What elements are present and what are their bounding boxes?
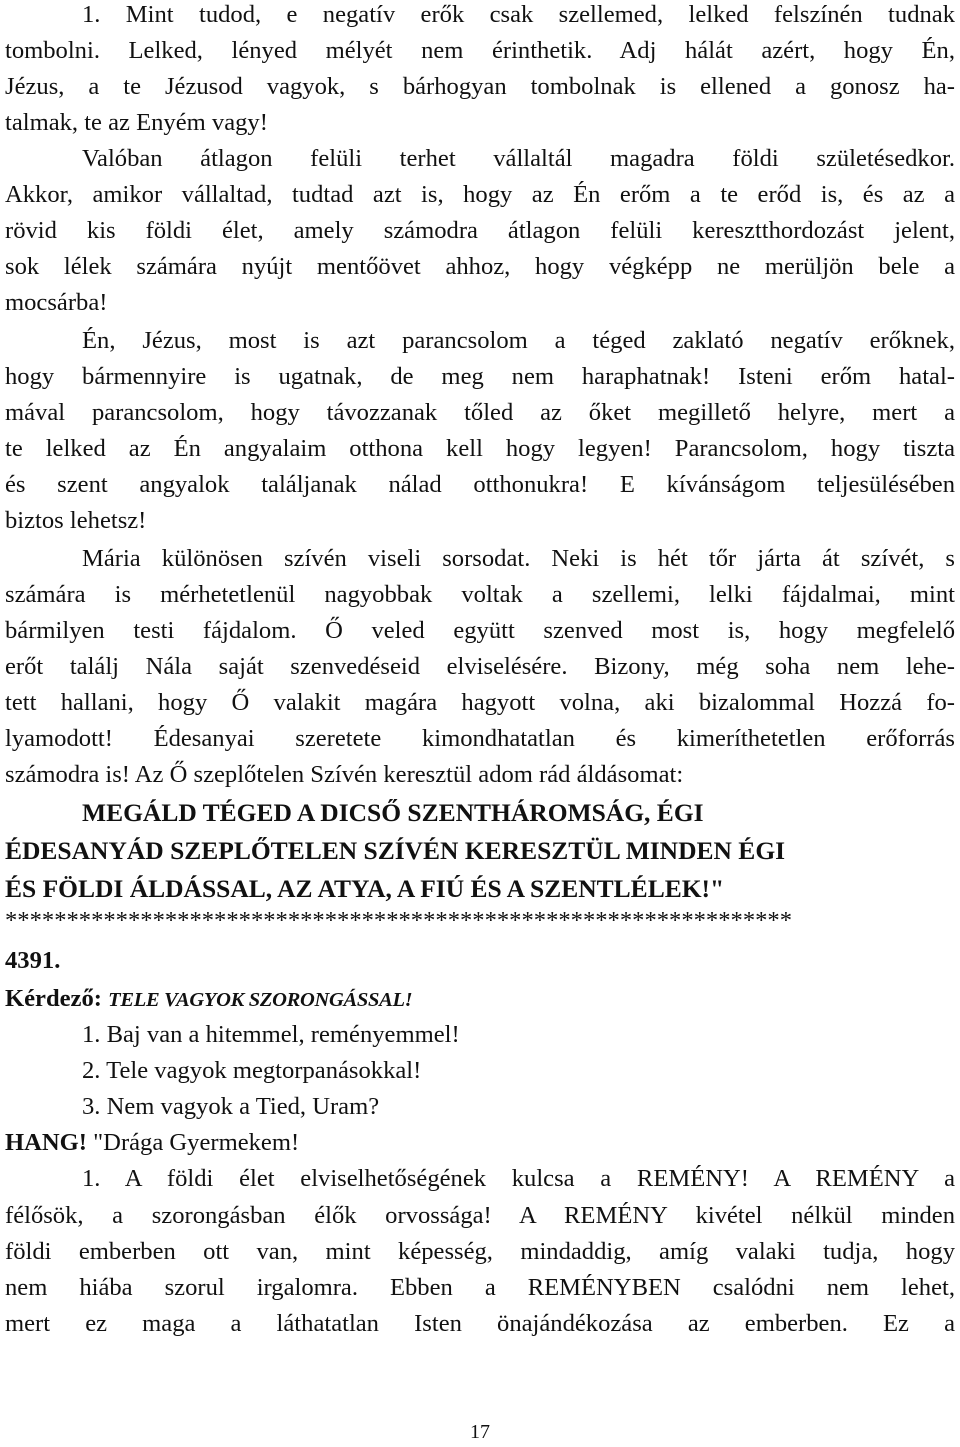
text-line: mert ez maga a láthatatlan Isten önajándékozása az emberben. Ez a — [5, 1310, 955, 1337]
text-line: tett hallani, hogy Ő valakit magára hagyott volna, aki bizalommal Hozzá fo- — [5, 689, 955, 716]
text-line: lyamodott! Édesanyai szeretete kimondhatatlan és kimeríthetetlen erőforrás — [5, 725, 955, 752]
text-line: Akkor, amikor vállaltad, tudtad azt is, hogy az Én erőm a te erőd is, és az a — [5, 181, 955, 208]
text-line: rövid kis földi élet, amely számodra átlagon felüli keresztthordozást jelent, — [5, 217, 955, 244]
text-line: és szent angyalok találjanak nálad otthonukra! E kívánságom teljesülésében — [5, 471, 955, 498]
text-line: sok lélek számára nyújt mentőövet ahhoz, hogy végképp ne merüljön bele a — [5, 253, 955, 280]
blessing-line: MEGÁLD TÉGED A DICSŐ SZENTHÁROMSÁG, ÉGI — [82, 798, 704, 827]
text-line: Valóban átlagon felüli terhet vállaltál magadra földi születésedkor. — [82, 145, 955, 172]
text-line: erőt találj Nála saját szenvedéseid elviselésére. Bizony, még soha nem lehe- — [5, 653, 955, 680]
text-line: talmak, te az Enyém vagy! — [5, 109, 268, 136]
text-line: bármilyen testi fájdalom. Ő veled együtt szenved most is, hogy megfelelő — [5, 617, 955, 644]
text-line: 1. A földi élet elviselhetőségének kulcsa a REMÉNY! A REMÉNY a — [82, 1165, 955, 1192]
text-line: hogy bármennyire is ugatnak, de meg nem haraphatnak! Isteni erőm hatal- — [5, 363, 955, 390]
text-line: Jézus, a te Jézusod vagyok, s bárhogyan tombolnak is ellened a gonosz ha- — [5, 73, 955, 100]
list-item: 3. Nem vagyok a Tied, Uram? — [82, 1093, 380, 1120]
list-item: 2. Tele vagyok megtorpanásokkal! — [82, 1057, 422, 1084]
voice-label: HANG! — [5, 1129, 87, 1156]
text-line: Mária különösen szívén viseli sorsodat. Neki is hét tőr járta át szívét, s — [82, 545, 955, 572]
text-line: mocsárba! — [5, 289, 108, 316]
text-line: földi emberben ott van, mint képesség, mindaddig, amíg valaki tudja, hogy — [5, 1238, 955, 1265]
separator-asterisks: **************************************************************** — [5, 907, 792, 934]
question-title: TELE VAGYOK SZORONGÁSSAL! — [108, 989, 413, 1011]
questioner-line — [5, 981, 955, 1018]
text-line: biztos lehetsz! — [5, 507, 147, 534]
text-line: te lelked az Én angyalaim otthona kell hogy legyen! Parancsolom, hogy tiszta — [5, 435, 955, 462]
text-line: nem hiába szorul irgalomra. Ebben a REMÉNYBEN csalódni nem lehet, — [5, 1274, 955, 1301]
text-line: számodra is! Az Ő szeplőtelen Szívén keresztül adom rád áldásomat: — [5, 761, 684, 788]
text-line: számára is mérhetetlenül nagyobbak voltak a szellemi, lelki fájdalmai, mint — [5, 581, 955, 608]
voice-line — [5, 1125, 955, 1161]
salutation: "Drága Gyermekem! — [93, 1129, 300, 1156]
page-number: 17 — [470, 1421, 490, 1443]
text-line: félősök, a szorongásban élők orvossága! A REMÉNY kivétel nélkül minden — [5, 1202, 955, 1229]
questioner-label: Kérdező: — [5, 985, 102, 1012]
text-line: tombolni. Lelked, lényed mélyét nem érinthetik. Adj hálát azért, hogy Én, — [5, 37, 955, 64]
text-line: mával parancsolom, hogy távozzanak tőled az őket megillető helyre, mert a — [5, 399, 955, 426]
text-line: 1. Mint tudod, e negatív erők csak szellemed, lelked felszínén tudnak — [82, 1, 955, 28]
message-number: 4391. — [5, 947, 61, 974]
blessing-line: ÉDESANYÁD SZEPLŐTELEN SZÍVÉN KERESZTÜL MINDEN ÉGI — [5, 836, 786, 865]
list-item: 1. Baj van a hitemmel, reményemmel! — [82, 1021, 460, 1048]
blessing-line: ÉS FÖLDI ÁLDÁSSAL, AZ ATYA, A FIÚ ÉS A SZENTLÉLEK!" — [5, 874, 725, 903]
text-line: Én, Jézus, most is azt parancsolom a téged zaklató negatív erőknek, — [82, 327, 955, 354]
